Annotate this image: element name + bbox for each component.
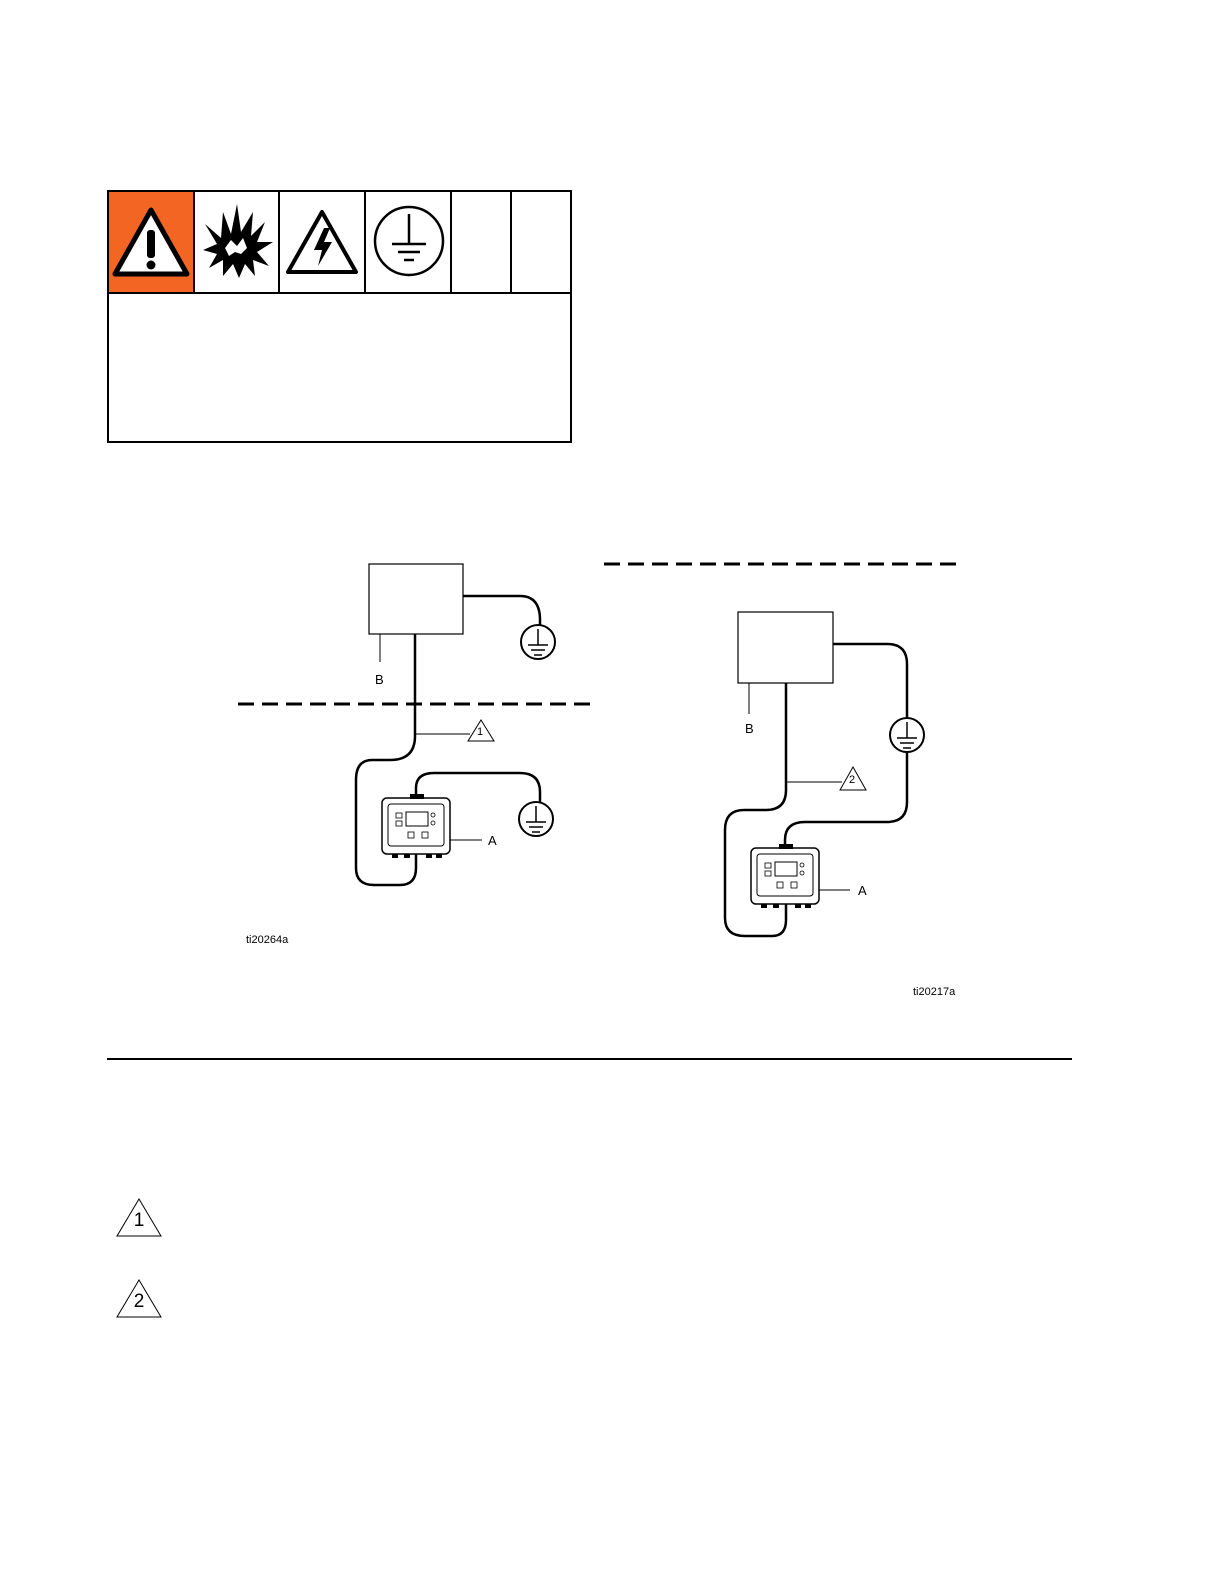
section-divider [107,1058,1072,1060]
right-figure-id: ti20217a [913,986,956,998]
right-box-b [738,612,833,683]
left-callout-number: 1 [477,726,484,738]
right-ground-icon [890,718,924,752]
note-2-marker [116,1279,162,1319]
right-label-b: B [745,721,754,736]
right-label-a: A [858,883,867,898]
left-ground-icon-bottom [519,802,553,836]
note-1-number: 1 [133,1210,145,1231]
left-figure-id: ti20264a [246,934,289,946]
note-2-number: 2 [133,1291,145,1312]
right-callout-number: 2 [849,774,856,786]
right-controller [751,844,819,908]
left-controller [382,794,450,858]
left-ground-icon-top [521,625,555,659]
left-label-a: A [488,833,497,848]
left-box-b [369,564,463,634]
right-diagram [604,564,960,936]
left-label-b: B [375,672,384,687]
left-diagram [238,564,595,885]
note-1-marker [116,1198,162,1238]
